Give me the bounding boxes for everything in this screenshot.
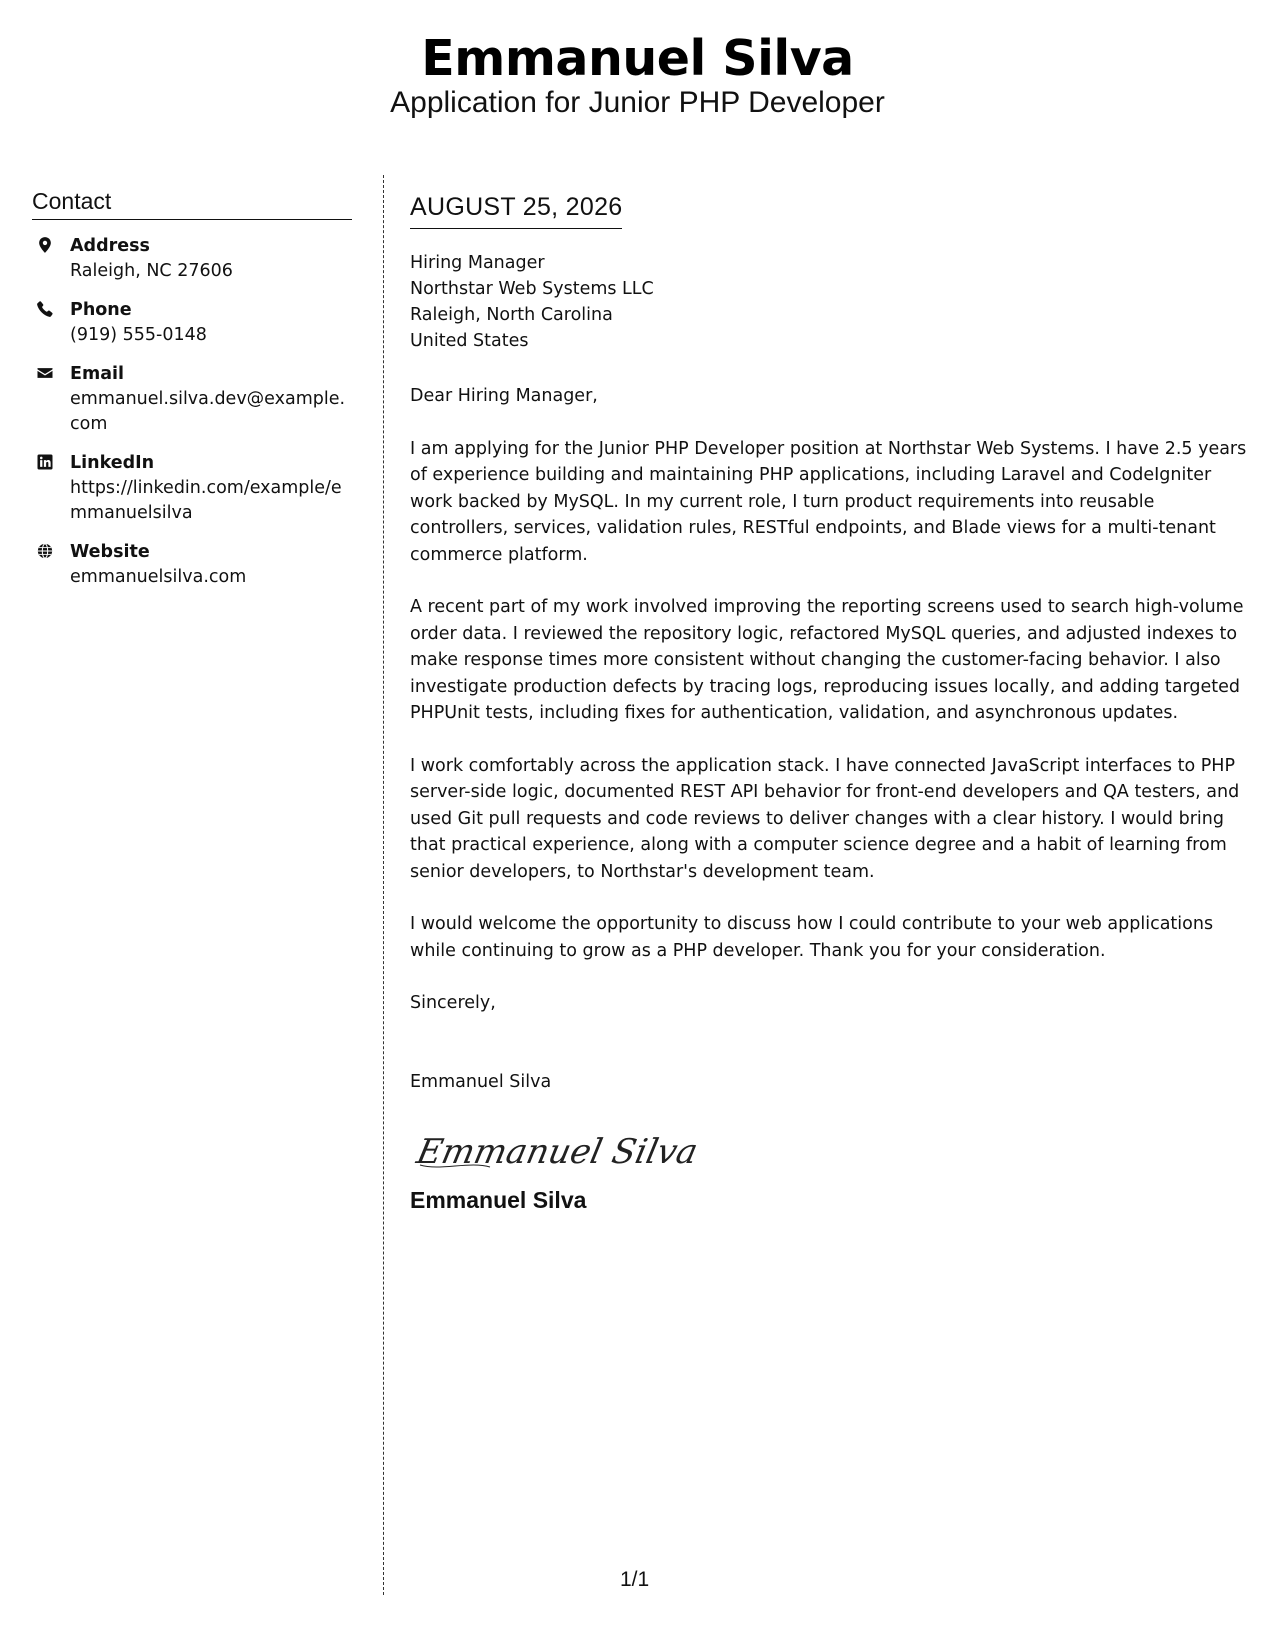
closing: Sincerely,: [410, 993, 496, 1013]
body-paragraph: I would welcome the opportunity to discuss how I could contribute to your web applications while continuing to grow as a PHP developer. Thank you for your consideration.: [410, 914, 1214, 961]
body-paragraph: I work comfortably across the application stack. I have connected JavaScript interfaces to PHP server-side logic, documented REST API behavior for front-end developers and QA testers, and used Git pull requests and code reviews to deliver changes with a clear history. I would bring that practical experience, along with a computer science degree and a habit of learning from senior developers, to Northstar's development team.: [410, 755, 1240, 882]
contact-label: Address: [70, 236, 150, 256]
recipient-line: Hiring Manager: [410, 253, 545, 273]
salutation: Dear Hiring Manager,: [410, 386, 598, 406]
applicant-name: Emmanuel Silva: [421, 30, 854, 87]
phone-icon: [36, 300, 54, 318]
contact-linkedin: [32, 451, 352, 526]
contact-label: Email: [70, 364, 124, 384]
contact-value: https://linkedin.com/example/emmanuelsilva: [70, 478, 342, 523]
typed-name: Emmanuel Silva: [410, 1071, 552, 1092]
column-divider: [383, 175, 384, 1595]
contact-website: [32, 540, 352, 590]
contact-sidebar: [32, 188, 352, 590]
page-number: 1/1: [620, 1568, 650, 1591]
globe-icon: [36, 542, 54, 560]
contact-value: emmanuel.silva.dev@example.com: [70, 389, 346, 434]
contact-label: Website: [70, 542, 150, 562]
linkedin-icon: [36, 453, 54, 471]
contact-label: LinkedIn: [70, 453, 155, 473]
contact-label: Phone: [70, 300, 132, 320]
signature-name: Emmanuel Silva: [410, 1187, 587, 1213]
handwritten-signature: [410, 1121, 1250, 1181]
contact-address: [32, 234, 352, 284]
body-paragraph: I am applying for the Junior PHP Developer position at Northstar Web Systems. I have 2.5 years of experience building and maintaining PHP applications, including Laravel and CodeIgniter work backed by MySQL. In my current role, I turn product requirements into reusable controllers, services, validation rules, RESTful endpoints, and Blade views for a multi-tenant commerce platform.: [410, 438, 1247, 565]
letter-body: [410, 192, 1250, 1214]
signature-image: [410, 1121, 702, 1181]
application-title: Application for Junior PHP Developer: [390, 85, 885, 119]
contact-email: [32, 362, 352, 437]
body-paragraph: A recent part of my work involved improving the reporting screens used to search high-volume order data. I reviewed the repository logic, refactored MySQL queries, and adjusted indexes to make response times more consistent without changing the customer-facing behavior. I also investigate production defects by tracing logs, reproducing issues locally, and adding targeted PHPUnit tests, including fixes for authentication, validation, and asynchronous updates.: [410, 597, 1244, 723]
contact-phone: [32, 298, 352, 348]
recipient-line: United States: [410, 331, 529, 351]
letter-date: AUGUST 25, 2026: [410, 192, 622, 229]
signature-text: Emmanuel Silva: [413, 1132, 702, 1172]
recipient-line: Northstar Web Systems LLC: [410, 279, 654, 299]
letter-header: [0, 30, 1275, 121]
contact-value: (919) 555-0148: [70, 325, 207, 345]
envelope-icon: [36, 364, 54, 382]
recipient-block: [410, 250, 1250, 354]
contact-heading: Contact: [32, 188, 352, 220]
recipient-line: Raleigh, North Carolina: [410, 305, 613, 325]
map-pin-icon: [36, 236, 54, 254]
contact-value: emmanuelsilva.com: [70, 567, 247, 587]
contact-value: Raleigh, NC 27606: [70, 261, 233, 281]
